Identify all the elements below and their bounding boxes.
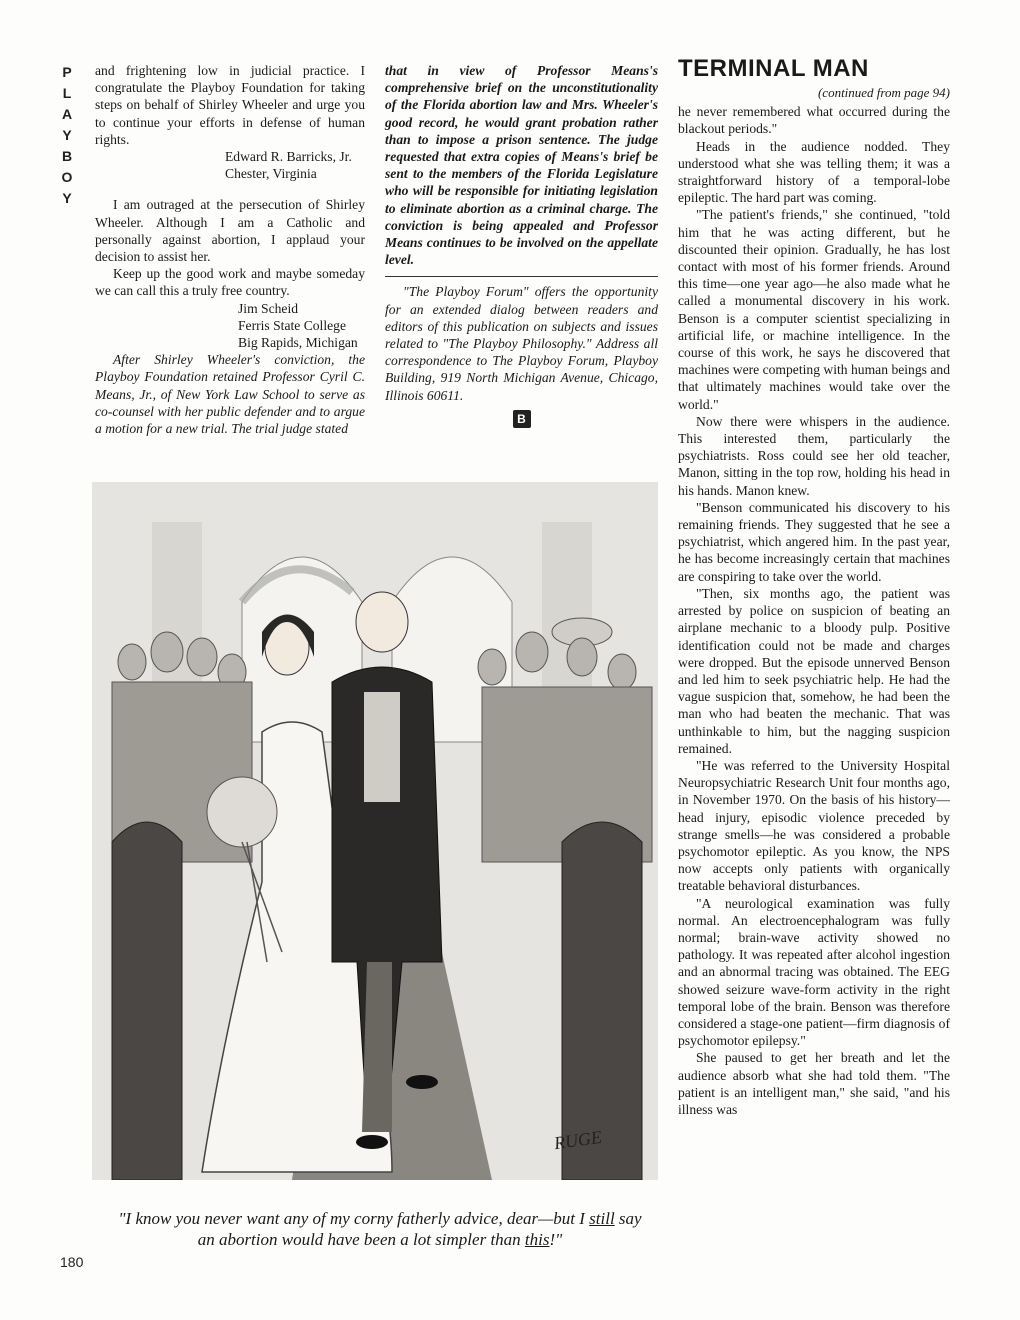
story-paragraph: "Then, six months ago, the patient was arrested by police on suspicion of beating an airplane mechanic to a bloody pulp. Positive identification could not be made and charges were dropped. But the episode unnerved Benson and led him to seek psychiatric help. He had the vague suspicion that, somehow, he had been the man who had beaten the mechanic. That was unthinkable to him, but the nagging suspicion remained. [678,585,950,756]
story-heading: TERMINAL MAN [678,55,869,82]
letter-signature-name: Edward R. Barricks, Jr. [225,149,352,165]
story-paragraph: "Benson communicated his discovery to his remaining friends. They suggested that he see a psychiatrist, which angered him. In the past year, he has become increasingly certain that machines are conspiring to take over the world. [678,499,950,584]
caption-emphasis: this [524,1230,550,1249]
side-letter: O [61,169,73,185]
magazine-side-label [56,62,78,209]
story-column [678,56,950,1118]
story-paragraph: he never remembered what occurred during the blackout periods." [678,104,950,137]
side-letter: P [62,64,72,80]
wedding-cartoon [92,482,658,1180]
story-paragraph: Heads in the audience nodded. They understood what she was telling them; it was a straightforward history of a temporal-lobe epileptic. The hard part was coming. [678,138,950,206]
caption-text: !" [549,1230,563,1249]
page-number: 180 [60,1254,84,1270]
side-letter: B [61,148,73,164]
letter-signature-college: Ferris State College [238,317,346,333]
caption-text: "I know you never want any of my corny fatherly advice, dear—but I [118,1209,590,1228]
letter-paragraph: Keep up the good work and maybe someday we can call this a truly free country. [95,266,365,299]
wedding-cartoon-drawing [92,482,658,1180]
cartoon-caption [110,1208,650,1250]
letter-paragraph: I am outraged at the persecution of Shirley Wheeler. Although I am a Catholic and personally against abortion, I applaud your decision to assist her. [95,197,365,265]
forum-letters-column [95,62,365,437]
forum-note-column [385,62,658,428]
artist-signature: RUGE [552,1126,604,1154]
editor-note: After Shirley Wheeler's conviction, the Playboy Foundation retained Professor Cyril C. Means, Jr., of New York Law School to serve as co-counsel with her public defender and to argue a motion for a new trial. The trial judge stated [95,352,365,437]
forum-description: "The Playboy Forum" offers the opportunity for an extended dialog between readers and editors of this publication on subjects and issues related to "The Playboy Philosophy." Address all correspondence to The Playboy Forum, Playboy Building, 919 North Michigan Avenue, Chicago, Illinois 60611. [385,284,658,403]
caption-text: say an abortion would have been a lot simpler than [197,1209,642,1249]
story-paragraph: She paused to get her breath and let the audience absorb what she had told them. "The patient is an intelligent man," she said, "and his illness was [678,1050,950,1117]
editor-note-continued: that in view of Professor Means's comprehensive brief on the unconstitutionality of the Florida abortion law and Mrs. Wheeler's good record, he would grant probation rather than to impose a prison sentence. The judge requested that extra copies of Means's brief be sent to the members of the Florida Legislature who will be responsible for initiating legislation to eliminate abortion as a criminal charge. The conviction is being appealed and Professor Means continues to be involved on the appellate level. [385,63,658,268]
story-paragraph: "He was referred to the University Hospital Neuropsychiatric Research Unit four months ago, in November 1970. On the basis of his history—head injury, episodic violence preceded by strange smells—he was considered a probable psychomotor epileptic. As you know, the NPS now accepts only patients with organically treatable behavioral disturbances. [678,757,950,894]
letter-signature-name: Jim Scheid [238,300,299,316]
letter-signature-place: Chester, Virginia [225,166,317,182]
letter-paragraph: and frightening low in judicial practice. I congratulate the Playboy Foundation for taking steps on behalf of Shirley Wheeler and urge you to continue your efforts in defense of human rights. [95,63,365,147]
side-letter: Y [62,127,72,143]
divider-rule [385,276,658,277]
continued-note: (continued from page 94) [817,85,950,100]
story-paragraph: "The patient's friends," she continued, "told him that he was acting different, but he discounted their opinion. Gradually, he has lost contact with most of his former friends. Around this time—one year ago—he also made what he called a monumental discovery in his work. Benson is a computer scientist specializing in artificial life, or machine intelligence. In the course of this work, he says he discovered that machines were competing with human beings and that ultimately machines would take over the world." [678,207,950,412]
caption-emphasis: still [589,1209,615,1228]
end-mark-icon: B [513,410,531,428]
side-letter: A [61,106,73,122]
side-letter: Y [62,190,72,206]
side-letter: L [62,85,72,101]
story-paragraph: Now there were whispers in the audience. This interested them, particularly the psychiatrists. Ross could see her old teacher, Manon, sitting in the top row, holding his head in his hands. Manon knew. [678,413,950,498]
story-paragraph: "A neurological examination was fully normal. An electroencephalogram was fully normal; brain-wave activity showed no pathology. It was repeated after alcohol ingestion and an abnormal tracing was obtained. The EEG showed seizure wave-form activity in the right temporal lobe of the brain. Benson was therefore considered a stage-one patient—firm diagnosis of psychomotor epilepsy." [678,895,950,1049]
letter-signature-place: Big Rapids, Michigan [238,335,358,351]
